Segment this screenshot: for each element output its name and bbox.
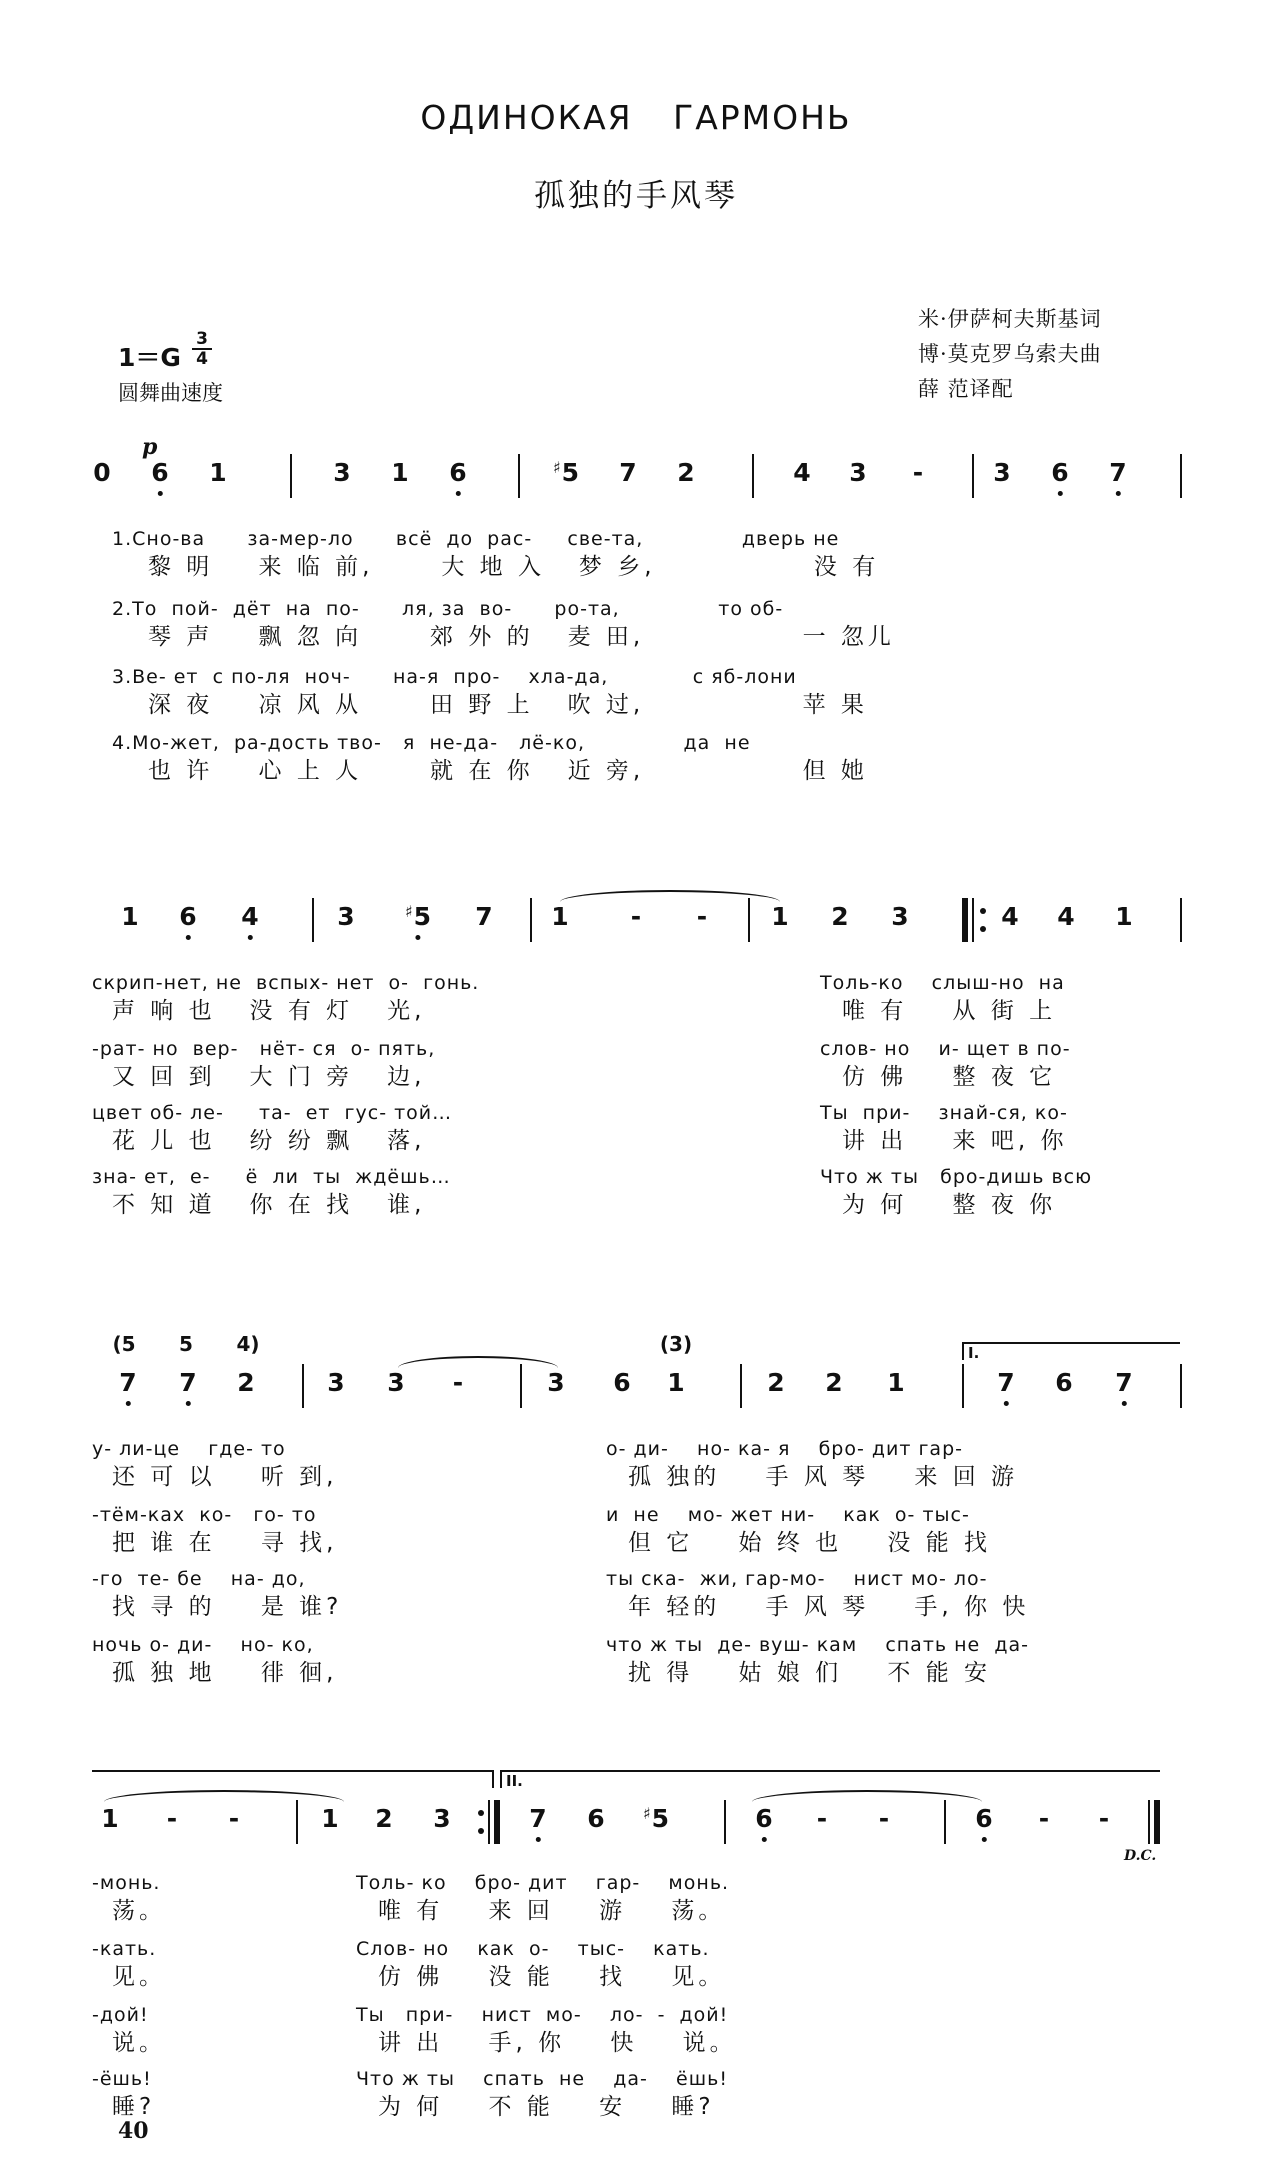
barline [972, 454, 974, 498]
barline [1180, 1364, 1182, 1408]
lyric-russian-verse-3-cont: ты ска- жи, гар-мо- нист мо- ло- [606, 1568, 988, 1590]
note-digit: 7 [529, 1804, 547, 1833]
note-digit: 3 [993, 458, 1011, 487]
note-digit: - [228, 1804, 240, 1833]
note [237, 1368, 254, 1397]
repeat-dot [478, 1810, 484, 1816]
note-digit: 6 [1051, 458, 1069, 487]
note-digit: 3 [337, 902, 355, 931]
note-digit: 3 [433, 1804, 451, 1833]
note [337, 902, 354, 931]
note-digit: 4 [1001, 902, 1019, 931]
lyric-russian-verse-3-cont: Ты при- знай-ся, ко- [820, 1102, 1068, 1124]
note [179, 1368, 196, 1397]
lyric-russian-verse-2: -кать. [92, 1938, 157, 1960]
octave-dot [1122, 1401, 1127, 1406]
tempo-marking: 圆舞曲速度 [118, 381, 223, 405]
note [997, 1368, 1014, 1397]
note-extension-dash [697, 902, 707, 931]
note-extension-dash [229, 1804, 239, 1833]
note [547, 1368, 564, 1397]
barline [972, 898, 974, 942]
note [93, 458, 110, 487]
barline [488, 1800, 490, 1844]
barline [740, 1364, 742, 1408]
note [767, 1368, 784, 1397]
barline [748, 898, 750, 942]
note [825, 1368, 842, 1397]
note-digit: 1 [667, 1368, 685, 1397]
note-extension-dash [913, 458, 923, 487]
lyric-russian-verse-1: у- ли-це где- то [92, 1438, 286, 1460]
lyric-chinese-verse-3: 找 寻 的 是 谁? [112, 1594, 343, 1620]
note-digit: 5 [651, 1804, 670, 1833]
note-digit: 4 [241, 902, 259, 931]
lyric-chinese-verse-3: 深 夜 凉 风 从 田 野 上 吹 过, 苹 果 [148, 692, 868, 718]
key-signature: 1＝G [118, 343, 181, 372]
note-digit: 2 [825, 1368, 843, 1397]
lyric-russian-verse-3: 3.Ве- ет с по-ля ноч- на-я про- хла-да, с яб-лони [112, 666, 797, 688]
note-digit: 7 [997, 1368, 1015, 1397]
repeat-dot [478, 1828, 484, 1834]
barline [302, 1364, 304, 1408]
note-digit: 0 [93, 458, 111, 487]
lyric-russian-verse-2: -тём-ках ко- го- то [92, 1504, 317, 1526]
note-digit: 2 [237, 1368, 255, 1397]
page-number: 40 [118, 2118, 149, 2144]
tie [398, 1356, 558, 1368]
note [241, 902, 258, 931]
first-ending-label: I. [968, 1344, 980, 1362]
sharp-accidental: ♯ [642, 1804, 651, 1823]
harmony-note: (5 [112, 1332, 136, 1356]
note-extension-dash [879, 1804, 889, 1833]
note-digit: 6 [613, 1368, 631, 1397]
lyric-chinese-verse-1: 黎 明 来 临 前, 大 地 入 梦 乡, 没 有 [148, 554, 880, 580]
lyric-chinese-verse-2: 又 回 到 大 门 旁 边, [112, 1064, 426, 1090]
lyric-chinese-verse-3-cont: 年 轻的 手 风 琴 手, 你 快 [628, 1594, 1030, 1620]
first-ending-bracket-end [492, 1770, 494, 1788]
octave-dot [158, 491, 163, 496]
note [151, 458, 168, 487]
note-digit: 5 [413, 902, 432, 931]
final-barline [1154, 1800, 1160, 1844]
lyric-russian-verse-3: -дой! [92, 2004, 149, 2026]
lyric-russian-verse-1-cont: Толь- ко бро- дит гар- монь. [356, 1872, 730, 1894]
barline [724, 1800, 726, 1844]
repeat-dot [980, 908, 986, 914]
note [613, 1368, 630, 1397]
note [891, 902, 908, 931]
song-title-russian: ОДИНОКАЯ ГАРМОНЬ [420, 98, 852, 137]
second-ending-bracket-side [500, 1770, 502, 1788]
note [643, 1804, 669, 1833]
note-digit: - [696, 902, 708, 931]
note [391, 458, 408, 487]
lyric-russian-verse-4: ночь о- ди- но- ко, [92, 1634, 314, 1656]
sharp-accidental: ♯ [552, 458, 561, 477]
note-digit: 7 [619, 458, 637, 487]
harmony-note: (3) [659, 1332, 693, 1356]
lyric-chinese-verse-4: 孤 独 地 徘 徊, [112, 1660, 338, 1686]
composer-credit: 博·莫克罗乌索夫曲 [918, 342, 1102, 366]
note [321, 1804, 338, 1833]
note-digit: - [1038, 1804, 1050, 1833]
repeat-dot [980, 926, 986, 932]
lyric-chinese-verse-1: 还 可 以 听 到, [112, 1464, 338, 1490]
song-title-chinese: 孤独的手风琴 [534, 178, 738, 214]
octave-dot [126, 1401, 131, 1406]
lyric-chinese-verse-1-cont: 唯 有 从 街 上 [842, 998, 1057, 1024]
barline [520, 1364, 522, 1408]
note [475, 902, 492, 931]
note-extension-dash [453, 1368, 463, 1397]
lyric-russian-verse-3: цвет об- ле- та- ет гус- той… [92, 1102, 453, 1124]
note [887, 1368, 904, 1397]
note-digit: 1 [101, 1804, 119, 1833]
note-digit: 1 [887, 1368, 905, 1397]
lyric-chinese-verse-1: 声 响 也 没 有 灯 光, [112, 998, 426, 1024]
note-digit: 1 [321, 1804, 339, 1833]
lyric-chinese-verse-4: 睡? [112, 2094, 156, 2120]
lyric-russian-verse-1: 1.Сно-ва за-мер-ло всё до рас- све-та, дверь не [112, 528, 840, 550]
note-digit: 3 [333, 458, 351, 487]
lyric-russian-verse-1-cont: о- ди- но- ка- я бро- дит гар- [606, 1438, 963, 1460]
lyric-russian-verse-4-cont: что ж ты де- вуш- кам спать не да- [606, 1634, 1029, 1656]
note-digit: 2 [767, 1368, 785, 1397]
lyric-chinese-verse-1: 荡。 [112, 1898, 166, 1924]
first-ending-bracket-side [962, 1342, 964, 1360]
note-extension-dash [167, 1804, 177, 1833]
lyric-chinese-verse-4-cont: 为 何 整 夜 你 [842, 1192, 1057, 1218]
note-digit: 6 [151, 458, 169, 487]
barline [1180, 454, 1182, 498]
tie [104, 1790, 344, 1802]
note [993, 458, 1010, 487]
barline [752, 454, 754, 498]
lyric-russian-verse-2: 2.То пой- дёт на по- ля, за во- ро-та, то об- [112, 598, 784, 620]
note-digit: 6 [975, 1804, 993, 1833]
note-digit: 6 [179, 902, 197, 931]
lyric-russian-verse-4: зна- ет, е- ё ли ты ждёшь… [92, 1166, 451, 1188]
lyric-russian-verse-2-cont: Слов- но как о- тыс- кать. [356, 1938, 710, 1960]
harmony-note: 4) [236, 1332, 260, 1356]
note [101, 1804, 118, 1833]
note-digit: - [816, 1804, 828, 1833]
note-digit: 7 [119, 1368, 137, 1397]
second-ending-bracket [500, 1770, 1160, 1772]
note [667, 1368, 684, 1397]
second-ending-label: II. [506, 1772, 523, 1790]
barline [944, 1800, 946, 1844]
lyric-russian-verse-1: -монь. [92, 1872, 161, 1894]
note [553, 458, 579, 487]
octave-dot [1116, 491, 1121, 496]
note-digit: 6 [755, 1804, 773, 1833]
note-digit: 1 [121, 902, 139, 931]
note-digit: 3 [547, 1368, 565, 1397]
lyric-chinese-verse-3: 说。 [112, 2030, 166, 2056]
harmony-note: 5 [179, 1332, 193, 1356]
note [209, 458, 226, 487]
barline [312, 898, 314, 942]
note [619, 458, 636, 487]
note-digit: 1 [551, 902, 569, 931]
note-digit: 4 [1057, 902, 1075, 931]
note-extension-dash [1039, 1804, 1049, 1833]
note-digit: 2 [375, 1804, 393, 1833]
note [1055, 1368, 1072, 1397]
sharp-accidental: ♯ [404, 902, 413, 921]
lyric-russian-verse-2: -рат- но вер- нёт- ся о- пять, [92, 1038, 436, 1060]
note [1115, 1368, 1132, 1397]
lyric-chinese-verse-4: 不 知 道 你 在 找 谁, [112, 1192, 426, 1218]
lyric-russian-verse-4: 4.Мо-жет, ра-дость тво- я не-да- лё-ко, да не [112, 732, 751, 754]
note-digit: 3 [849, 458, 867, 487]
lyric-chinese-verse-2: 把 谁 在 寻 找, [112, 1530, 338, 1556]
lyric-chinese-verse-3-cont: 讲 出 来 吧, 你 [842, 1128, 1068, 1154]
note [1115, 902, 1132, 931]
lyric-chinese-verse-2-cont: 仿 佛 没 能 找 见。 [378, 1964, 726, 1990]
da-capo-mark: D.C. [1124, 1848, 1157, 1864]
lyric-chinese-verse-4-cont: 扰 得 姑 娘 们 不 能 安 [628, 1660, 992, 1686]
tie [752, 1790, 982, 1802]
note-digit: 7 [475, 902, 493, 931]
note [387, 1368, 404, 1397]
octave-dot [982, 1837, 987, 1842]
note-extension-dash [631, 902, 641, 931]
note-digit: 7 [1115, 1368, 1133, 1397]
note-digit: 6 [1055, 1368, 1073, 1397]
note [1109, 458, 1126, 487]
lyric-russian-verse-1-cont: Толь-ко слыш-но на [820, 972, 1065, 994]
lyric-chinese-verse-2: 琴 声 飘 忽 向 郊 外 的 麦 田, 一 忽儿 [148, 624, 895, 650]
note [793, 458, 810, 487]
note [755, 1804, 772, 1833]
barline [1180, 898, 1182, 942]
lyric-chinese-verse-3-cont: 讲 出 手, 你 快 说。 [378, 2030, 737, 2056]
barline [962, 1364, 964, 1408]
note-digit: 3 [891, 902, 909, 931]
note [771, 902, 788, 931]
note [121, 902, 138, 931]
repeat-start-barline [962, 898, 968, 942]
note [529, 1804, 546, 1833]
repeat-end-barline [494, 1800, 500, 1844]
dynamic-marking: p [142, 434, 158, 460]
time-signature: 3 4 [192, 330, 212, 368]
octave-dot [1058, 491, 1063, 496]
note [375, 1804, 392, 1833]
note [1051, 458, 1068, 487]
note-digit: 7 [179, 1368, 197, 1397]
lyric-chinese-verse-2-cont: 但 它 始 终 也 没 能 找 [628, 1530, 992, 1556]
note-digit: - [630, 902, 642, 931]
lyric-chinese-verse-2-cont: 仿 佛 整 夜 它 [842, 1064, 1057, 1090]
note-digit: 6 [449, 458, 467, 487]
note [433, 1804, 450, 1833]
barline [296, 1800, 298, 1844]
note-extension-dash [1099, 1804, 1109, 1833]
note [405, 902, 431, 931]
note-digit: 1 [209, 458, 227, 487]
lyricist-credit: 米·伊萨柯夫斯基词 [918, 307, 1102, 331]
lyric-russian-verse-1: скрип-нет, не вспых- нет о- гонь. [92, 972, 480, 994]
note-digit: - [452, 1368, 464, 1397]
note [327, 1368, 344, 1397]
barline [1148, 1800, 1150, 1844]
note-digit: 6 [587, 1804, 605, 1833]
first-ending-bracket-continued [92, 1770, 492, 1772]
octave-dot [416, 935, 421, 940]
note-digit: - [912, 458, 924, 487]
note-digit: - [1098, 1804, 1110, 1833]
octave-dot [762, 1837, 767, 1842]
translator-credit: 薛 范译配 [918, 377, 1014, 401]
note [975, 1804, 992, 1833]
lyric-chinese-verse-4-cont: 为 何 不 能 安 睡? [378, 2094, 715, 2120]
note [119, 1368, 136, 1397]
note-digit: - [878, 1804, 890, 1833]
note [1057, 902, 1074, 931]
note [849, 458, 866, 487]
note [831, 902, 848, 931]
lyric-russian-verse-3-cont: Ты при- нист мо- ло- - дой! [356, 2004, 729, 2026]
lyric-russian-verse-2-cont: слов- но и- щет в по- [820, 1038, 1071, 1060]
note-digit: 2 [831, 902, 849, 931]
note-digit: 1 [391, 458, 409, 487]
barline [290, 454, 292, 498]
tie [560, 890, 780, 902]
octave-dot [1004, 1401, 1009, 1406]
barline [518, 454, 520, 498]
note-digit: 2 [677, 458, 695, 487]
octave-dot [456, 491, 461, 496]
note-digit: 4 [793, 458, 811, 487]
lyric-chinese-verse-3: 花 儿 也 纷 纷 飘 落, [112, 1128, 426, 1154]
lyric-chinese-verse-1-cont: 唯 有 来 回 游 荡。 [378, 1898, 726, 1924]
lyric-chinese-verse-4: 也 许 心 上 人 就 在 你 近 旁, 但 她 [148, 758, 868, 784]
octave-dot [186, 1401, 191, 1406]
note [1001, 902, 1018, 931]
first-ending-bracket [962, 1342, 1180, 1344]
lyric-russian-verse-2-cont: и не мо- жет ни- как о- тыс- [606, 1504, 970, 1526]
note-extension-dash [817, 1804, 827, 1833]
note-digit: 1 [1115, 902, 1133, 931]
barline [530, 898, 532, 942]
octave-dot [248, 935, 253, 940]
lyric-chinese-verse-1-cont: 孤 独的 手 风 琴 来 回 游 [628, 1464, 1019, 1490]
note-digit: 3 [387, 1368, 405, 1397]
note [677, 458, 694, 487]
note-digit: - [166, 1804, 178, 1833]
note [179, 902, 196, 931]
lyric-russian-verse-4-cont: Что ж ты бро-дишь всю [820, 1166, 1093, 1188]
octave-dot [536, 1837, 541, 1842]
note-digit: 3 [327, 1368, 345, 1397]
note [551, 902, 568, 931]
note [449, 458, 466, 487]
lyric-russian-verse-3: -го те- бе на- до, [92, 1568, 306, 1590]
note [587, 1804, 604, 1833]
note-digit: 5 [561, 458, 580, 487]
note [333, 458, 350, 487]
lyric-russian-verse-4-cont: Что ж ты спать не да- ёшь! [356, 2068, 728, 2090]
octave-dot [186, 935, 191, 940]
note-digit: 7 [1109, 458, 1127, 487]
lyric-chinese-verse-2: 见。 [112, 1964, 166, 1990]
lyric-russian-verse-4: -ёшь! [92, 2068, 152, 2090]
note-digit: 1 [771, 902, 789, 931]
